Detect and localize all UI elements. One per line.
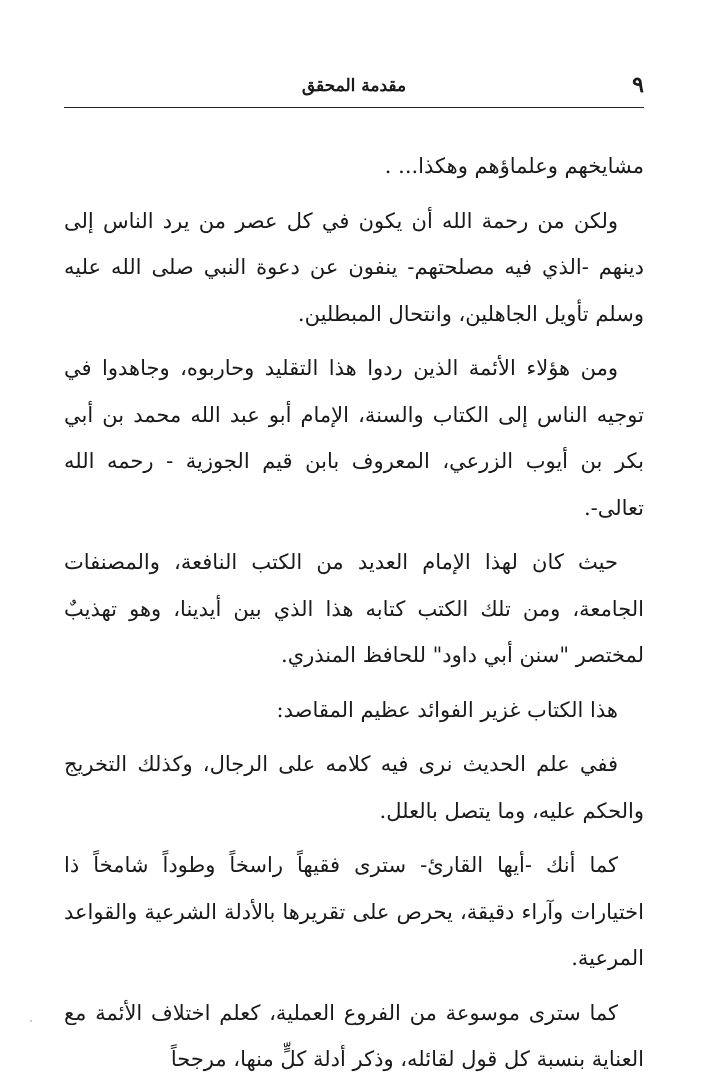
paragraph-2: ولكن من رحمة الله أن يكون في كل عصر من يرد الناس إلى دينهم -الذي فيه مصلحتهم- ينفون عن دعوة النبي صلى الله عليه وسلم تأويل الجاهلين، وانتحال المبطلين. [64,208,644,326]
body-text [64,143,644,1091]
paragraph-1: مشايخهم وعلماؤهم وهكذا... . [384,154,644,178]
margin-speck [30,1020,32,1022]
running-header [64,70,644,104]
chapter-title: مقدمة المحقق [301,76,407,96]
page-number: ٩ [632,72,644,98]
header-divider [64,107,644,108]
paragraph-8: كما سترى موسوعة من الفروع العملية، كعلم اختلاف الأئمة مع العناية بنسبة كل قول لقائله، وذكر أدلة كلٍّ منها، مرجحاً [64,1000,644,1071]
paragraph-5: هذا الكتاب غزير الفوائد عظيم المقاصد: [276,697,618,722]
paragraph-6: ففي علم الحديث نرى فيه كلامه على الرجال، وكذلك التخريج والحكم عليه، وما يتصل بالعلل. [64,752,644,823]
paragraph-7: كما أنك -أيها القارئ- سترى فقيهاً راسخاً وطوداً شامخاً ذا اختيارات وآراء دقيقة، يحرص على تقريرها بالأدلة الشرعية والقواعد المرعية. [64,853,644,970]
paragraph-4: حيث كان لهذا الإمام العديد من الكتب النافعة، والمصنفات الجامعة، ومن تلك الكتب كتابه هذا الذي بين أيدينا، وهو تهذيبٌ لمختصر "سنن أبي داود" للحافظ المنذري. [64,550,644,667]
paragraph-3: ومن هؤلاء الأئمة الذين ردوا هذا التقليد وحاربوه، وجاهدوا في توجيه الناس إلى الكتاب والسنة، الإمام أبو عبد الله محمد بن أبي بكر بن أيوب الزرعي، المعروف بابن قيم الجوزية - رحمه الله تعالى-. [64,356,644,520]
